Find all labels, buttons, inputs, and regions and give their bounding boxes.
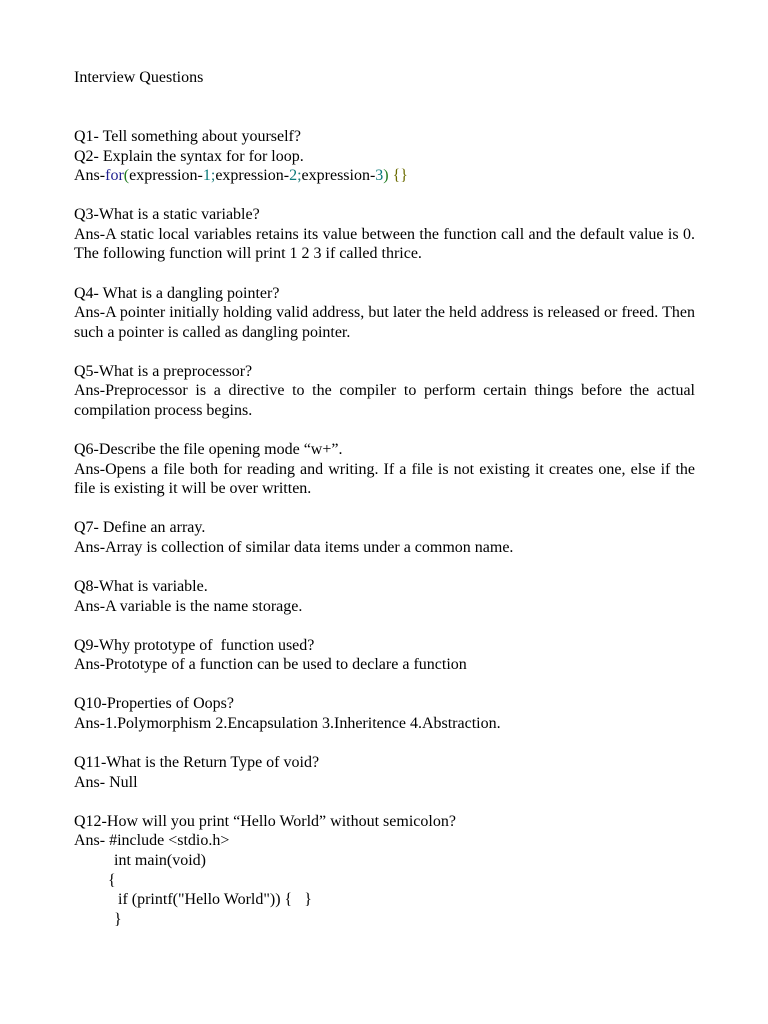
code-open-paren: ( [123, 167, 130, 185]
qa-item-11 [74, 753, 695, 792]
answer-4: Ans-A pointer initially holding valid address, but later the held address is released or freed. Then such a pointer is called as dangling pointer. [74, 304, 695, 341]
code-number-2: 2 [289, 167, 298, 185]
qa-item-9 [74, 636, 695, 675]
code-line-main: int main(void) [114, 852, 206, 870]
question-7: Q7- Define an array. [74, 519, 206, 537]
code-number-3: 3 [375, 167, 384, 185]
code-number-1: 1 [202, 167, 211, 185]
question-6: Q6-Describe the file opening mode “w+”. [74, 441, 343, 459]
qa-item-5 [74, 362, 695, 421]
answer-7: Ans-Array is collection of similar data items under a common name. [74, 539, 514, 556]
code-expression-2: expression- [215, 167, 290, 185]
answer-3: Ans-A static local variables retains its value between the function call and the default value is 0. The following function will print 1 2 3 if called thrice. [74, 225, 695, 263]
qa-item-7 [74, 518, 695, 557]
question-5: Q5-What is a preprocessor? [74, 362, 253, 380]
answer-9: Ans-Prototype of a function can be used to declare a function [74, 656, 467, 674]
code-line-open-brace: { [108, 871, 116, 889]
qa-list [74, 127, 695, 929]
code-semicolon-2: ; [297, 167, 302, 185]
document-title: Interview Questions [74, 69, 204, 86]
question-4: Q4- What is a dangling pointer? [74, 284, 280, 302]
answer-5: Ans-Preprocessor is a directive to the compiler to perform certain things before the actual compilation process begins. [74, 382, 695, 420]
answer-10: Ans-1.Polymorphism 2.Encapsulation 3.Inheritence 4.Abstraction. [74, 715, 501, 733]
question-1: Q1- Tell something about yourself? [74, 128, 301, 145]
code-line-close-brace: } [114, 910, 122, 928]
qa-item-1 [74, 127, 695, 147]
code-snippet [74, 831, 695, 929]
code-close-paren: ) [383, 167, 389, 185]
question-3: Q3-What is a static variable? [74, 206, 260, 224]
code-keyword-for: for [105, 167, 124, 185]
qa-item-8 [74, 577, 695, 616]
answer-2-code [74, 166, 695, 186]
answer-11: Ans- Null [74, 773, 138, 791]
qa-item-12 [74, 812, 695, 930]
question-10: Q10-Properties of Oops? [74, 695, 234, 713]
qa-item-4 [74, 284, 695, 343]
code-braces: {} [388, 167, 408, 185]
qa-item-2 [74, 147, 695, 186]
question-11: Q11-What is the Return Type of void? [74, 754, 320, 772]
code-semicolon-1: ; [210, 167, 216, 185]
code-expression-1: expression- [129, 167, 203, 185]
code-line-include: Ans- #include <stdio.h> [74, 832, 230, 850]
question-2: Q2- Explain the syntax for for loop. [74, 147, 304, 165]
qa-item-3 [74, 205, 695, 264]
document-page [74, 68, 695, 949]
qa-item-10 [74, 694, 695, 733]
qa-item-6 [74, 440, 695, 499]
question-8: Q8-What is variable. [74, 578, 208, 596]
answer-6: Ans-Opens a file both for reading and writing. If a file is not existing it creates one, else if the file is existing it will be over written. [74, 460, 695, 498]
code-line-if-printf: if (printf("Hello World")) { } [118, 891, 312, 909]
question-12: Q12-How will you print “Hello World” without semicolon? [74, 812, 456, 830]
answer-8: Ans-A variable is the name storage. [74, 597, 303, 615]
code-expression-3: expression- [301, 167, 376, 185]
question-9: Q9-Why prototype of function used? [74, 636, 315, 654]
answer-prefix: Ans- [74, 167, 106, 185]
